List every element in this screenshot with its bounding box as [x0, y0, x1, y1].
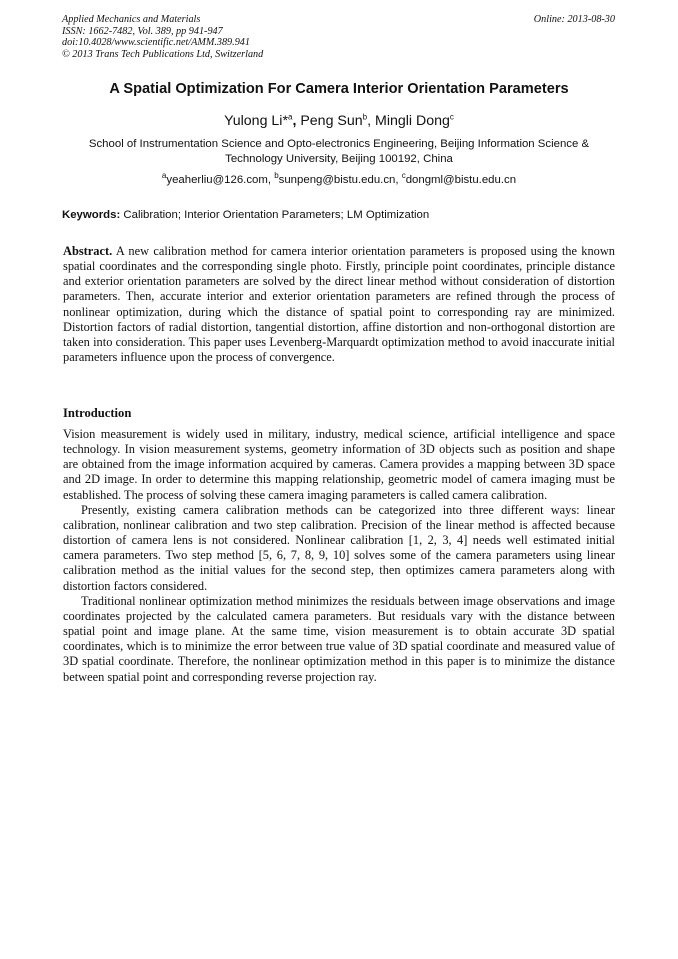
keywords-text: Calibration; Interior Orientation Parameters; LM Optimization	[123, 209, 430, 221]
abstract-label: Abstract.	[63, 244, 113, 258]
online-date: Online: 2013-08-30	[533, 14, 615, 25]
paper-title: A Spatial Optimization For Camera Interior Orientation Parameters	[109, 81, 569, 97]
paragraph: Traditional nonlinear optimization method minimizes the residuals between image observations and image coordinates projected by the calculated camera parameters. But residuals vary with the distance between spatial point and image plane. At the same time, vision measurement is to obtain accurate 3D spatial coordinates, which is to minimize the error between true value of 3D spatial coordinate and measured value of 3D spatial coordinate. Therefore, the nonlinear optimization method in this paper is to minimize the distance between spatial point and corresponding reverse projection ray.	[63, 593, 615, 684]
email-list	[0, 173, 678, 188]
section-heading: Introduction	[63, 406, 132, 420]
abstract	[63, 244, 615, 365]
email: $^c$dongml@bistu.edu.cn	[401, 171, 517, 186]
author: Yulong Li*$^a$,	[224, 112, 301, 129]
paragraph: Presently, existing camera calibration methods can be categorized into three different ways: linear calibration, nonlinear calibration and two step calibration. Precision of the linear method is affected because distortion of camera lens is not considered. Nonlinear calibration [1, 2, 3, 4] needs well estimated initial camera parameters. Two step method [5, 6, 7, 8, 9, 10] solves some of the camera parameters using linear calibration method as the initial values for the second step, then optimizes camera parameters along with distortion factors considered.	[63, 502, 615, 593]
keywords	[62, 208, 616, 223]
email: $^a$yeaherliu@126.com,	[161, 171, 275, 186]
email: $^b$sunpeng@bistu.edu.cn,	[274, 171, 402, 186]
author: Peng Sun$^b$,	[300, 112, 375, 129]
abstract-text: A new calibration method for camera interior orientation parameters is proposed using the known spatial coordinates and the corresponding single photo. Firstly, principle point coordinates, principle distance and exterior orientation parameters are solved by the direct linear method without consideration of distortion parameters. Then, accurate interior and exterior orientation parameters are refined through the process of nonlinear optimization, during which the distance of spatial point to corresponding ray are minimized. Distortion factors of radial distortion, tangential distortion, affine distortion and non-orthogonal distortion are taken into consideration. This paper uses Levenberg-Marquardt optimization method to avoid inaccurate initial parameters influence upon the process of convergence.	[63, 244, 615, 365]
paragraph: Vision measurement is widely used in military, industry, medical science, artificial intelligence and space technology. In vision measurement systems, geometry information of 3D objects such as position and shape are obtained from the image information acquired by cameras. Camera provides a mapping between 3D space and 2D image. In order to determine this mapping relationship, geometric model of camera imaging must be established. The process of solving these camera imaging parameters is called camera calibration.	[63, 427, 615, 502]
issn-line: ISSN: 1662-7482, Vol. 389, pp 941-947	[62, 25, 223, 37]
copyright-line: © 2013 Trans Tech Publications Ltd, Switzerland	[62, 48, 264, 60]
introduction-body	[63, 427, 615, 685]
author-list	[0, 111, 678, 131]
affiliation: School of Instrumentation Science and Opto-electronics Engineering, Beijing Information Science & Technology University, Beijing 100192, China	[88, 138, 590, 165]
doi-line: doi:10.4028/www.scientific.net/AMM.389.941	[62, 37, 250, 49]
journal-header	[62, 14, 263, 60]
journal-name: Applied Mechanics and Materials	[62, 14, 201, 25]
keywords-label: Keywords:	[62, 209, 121, 221]
author: Mingli Dong$^c$	[375, 112, 454, 129]
